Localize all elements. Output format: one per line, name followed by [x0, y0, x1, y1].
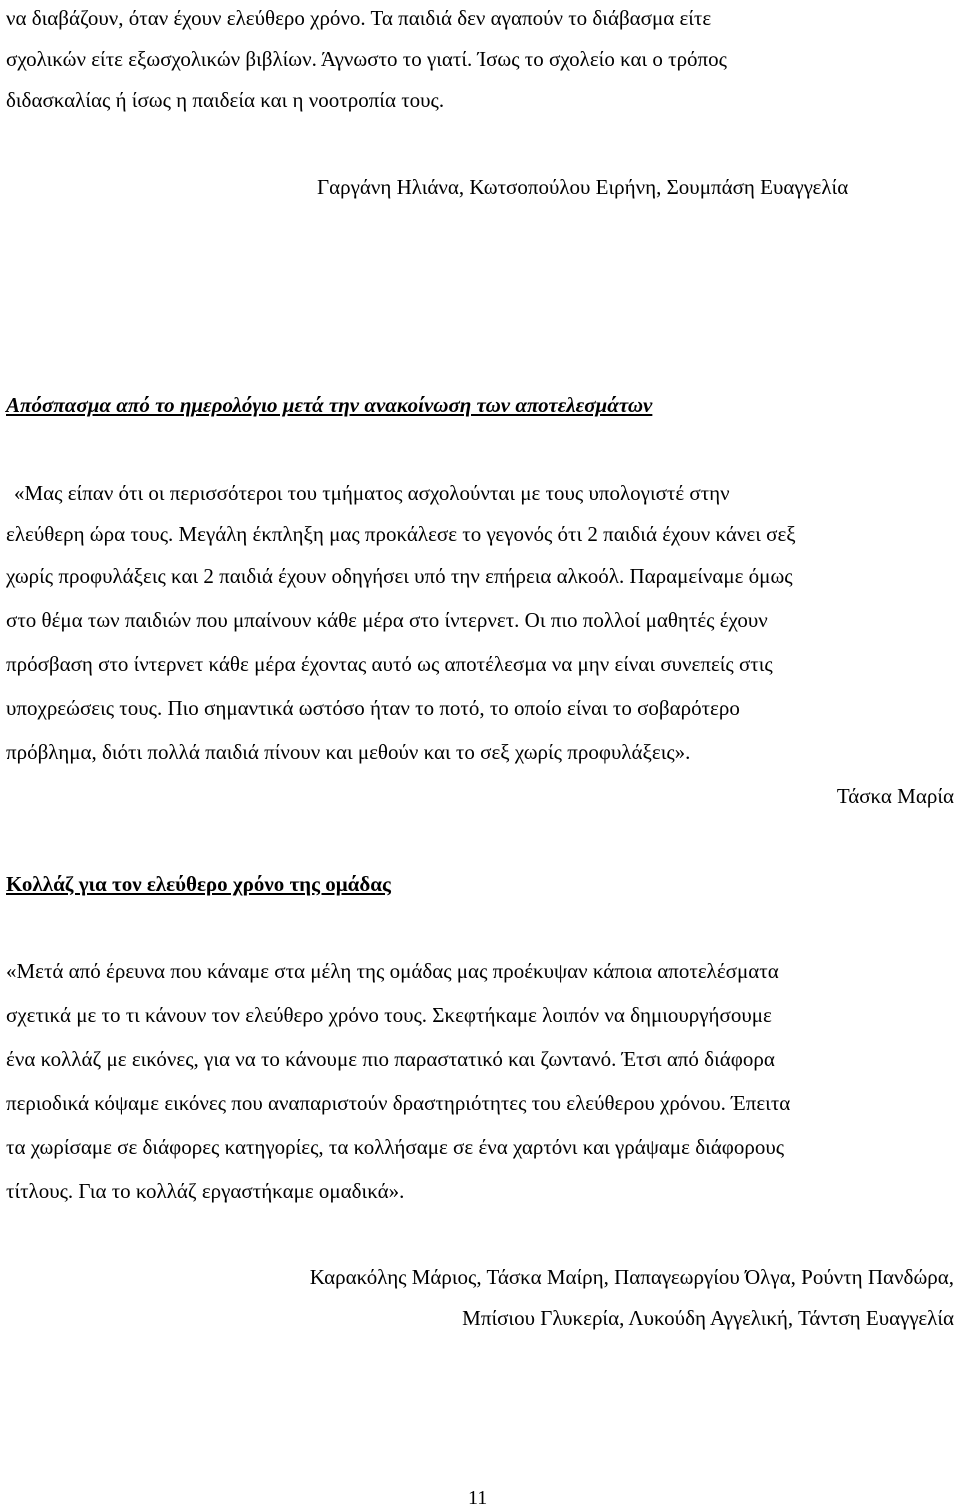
paragraph-line: να διαβάζουν, όταν έχουν ελεύθερο χρόνο. Τα παιδιά δεν αγαπούν το διάβασμα είτε	[6, 6, 712, 30]
paragraph-line: «Μετά από έρευνα που κάναμε στα μέλη της ομάδας μας προέκυψαν κάποια αποτελέσματα	[6, 959, 779, 983]
page-number: 11	[468, 1487, 488, 1509]
paragraph-line: χωρίς προφυλάξεις και 2 παιδιά έχουν οδηγήσει υπό την επήρεια αλκοόλ. Παραμείναμε όμως	[6, 564, 793, 588]
authors-line: Γαργάνη Ηλιάνα, Κωτσοπούλου Ειρήνη, Σουμπάση Ευαγγελία	[317, 175, 849, 199]
paragraph-line: σχετικά με το τι κάνουν τον ελεύθερο χρόνο τους. Σκεφτήκαμε λοιπόν να δημιουργήσουμε	[6, 1003, 772, 1027]
authors-line: Καρακόλης Μάριος, Τάσκα Μαίρη, Παπαγεωργίου Όλγα, Ρούντη Πανδώρα,	[309, 1265, 954, 1289]
paragraph-line: στο θέμα των παιδιών που μπαίνουν κάθε μέρα στο ίντερνετ. Οι πιο πολλοί μαθητές έχουν	[6, 608, 768, 632]
paragraph-line: τα χωρίσαμε σε διάφορες κατηγορίες, τα κολλήσαμε σε ένα χαρτόνι και γράψαμε διάφορους	[6, 1135, 785, 1159]
paragraph-line: τίτλους. Για το κολλάζ εργαστήκαμε ομαδικά».	[6, 1179, 405, 1203]
paragraph-line: ελεύθερη ώρα τους. Μεγάλη έκπληξη μας προκάλεσε το γεγονός ότι 2 παιδιά έχουν κάνει σεξ	[6, 522, 796, 546]
paragraph-line: πρόβλημα, διότι πολλά παιδιά πίνουν και μεθούν και το σεξ χωρίς προφυλάξεις».	[6, 740, 691, 764]
paragraph-line: διδασκαλίας ή ίσως η παιδεία και η νοοτροπία τους.	[6, 88, 445, 112]
paragraph-line: «Μας είπαν ότι οι περισσότεροι του τμήματος ασχολούνται με τους υπολογιστέ στην	[14, 481, 730, 505]
signature-author: Τάσκα Μαρία	[836, 784, 954, 808]
section-heading: Απόσπασμα από το ημερολόγιο μετά την ανακοίνωση των αποτελεσμάτων	[6, 393, 653, 417]
paragraph-line: περιοδικά κόψαμε εικόνες που αναπαριστούν δραστηριότητες του ελεύθερου χρόνου. Έπειτα	[6, 1091, 791, 1115]
paragraph-line: ένα κολλάζ με εικόνες, για να το κάνουμε πιο παραστατικό και ζωντανό. Έτσι από διάφορα	[6, 1047, 775, 1071]
paragraph-line: υποχρεώσεις τους. Πιο σημαντικά ωστόσο ήταν το ποτό, το οποίο είναι το σοβαρότερο	[6, 696, 740, 720]
authors-line: Μπίσιου Γλυκερία, Λυκούδη Αγγελική, Τάντση Ευαγγελία	[462, 1306, 954, 1330]
section-heading: Κολλάζ για τον ελεύθερο χρόνο της ομάδας	[6, 872, 391, 896]
paragraph-line: σχολικών είτε εξωσχολικών βιβλίων. Άγνωστο το γιατί. Ίσως το σχολείο και ο τρόπος	[6, 47, 727, 71]
paragraph-line: πρόσβαση στο ίντερνετ κάθε μέρα έχοντας αυτό ως αποτέλεσμα να μην είναι συνεπείς στις	[6, 652, 773, 676]
